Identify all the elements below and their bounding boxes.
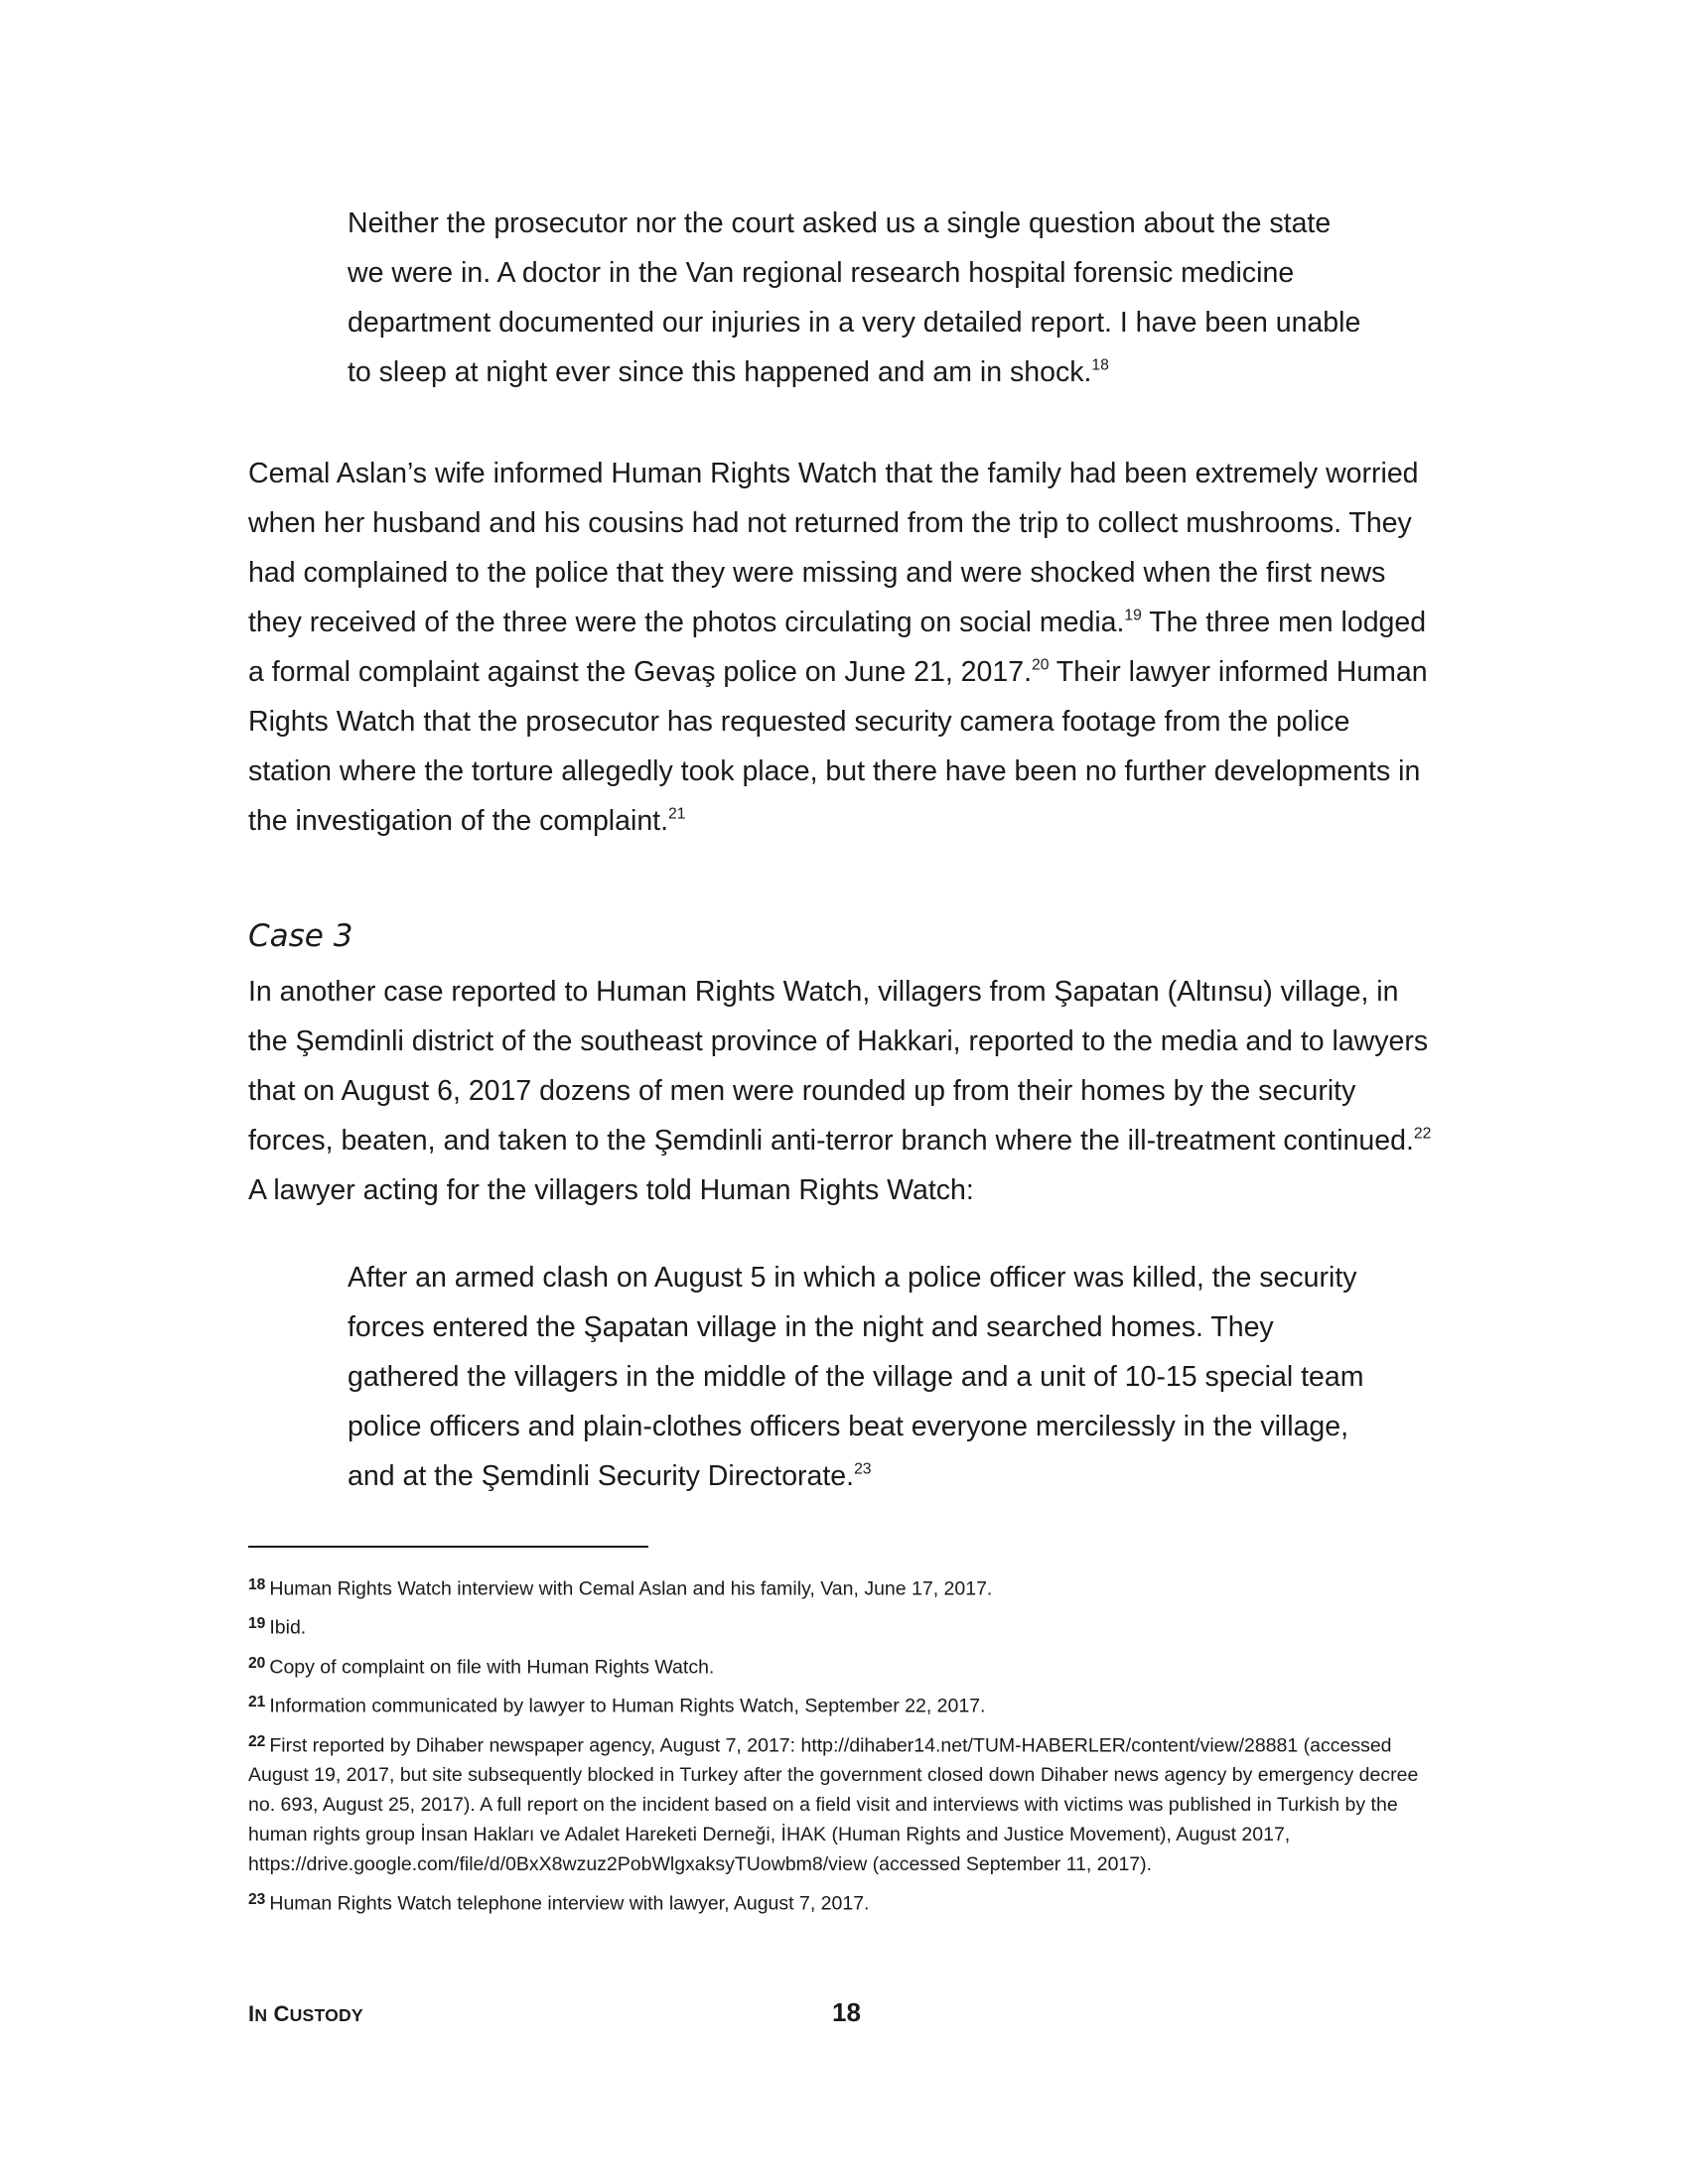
block-quote-2 (348, 1253, 1370, 1501)
page-number: 18 (832, 1997, 861, 2027)
footnote-ref[interactable]: 18 (1091, 356, 1109, 374)
footnote-text: Human Rights Watch interview with Cemal Aslan and his family, Van, June 17, 2017. (269, 1577, 993, 1600)
body-paragraph-1 (248, 449, 1440, 846)
paragraph-text: Their lawyer informed Human Rights Watch that the prosecutor has requested security camera footage from the police station where the torture allegedly took place, but there have been no further developments in the investigation of the complaint. (248, 656, 1428, 837)
footnote-number: 18 (248, 1576, 266, 1593)
footnote-21 (248, 1688, 1450, 1720)
footnote-18 (248, 1570, 1450, 1603)
quote-text: Neither the prosecutor nor the court asked us a single question about the state we were in. A doctor in the Van regional research hospital forensic medicine department documented our injuries in a very detailed report. I have been unable to sleep at night ever since this happened and am in shock. (348, 207, 1361, 388)
footnote-number: 21 (248, 1694, 266, 1711)
block-quote-1 (348, 199, 1370, 397)
paragraph-text: A lawyer acting for the villagers told Human Rights Watch: (248, 1174, 974, 1206)
paragraph-text: Cemal Aslan’s wife informed Human Rights Watch that the family had been extremely worried when her husband and his cousins had not returned from the trip to collect mushrooms. They had complained to the police that they were missing and were shocked when the first news they received of the three were the photos circulating on social media. (248, 458, 1419, 638)
footnote-divider (248, 1546, 648, 1548)
footnote-number: 22 (248, 1732, 266, 1750)
footnote-text: Information communicated by lawyer to Human Rights Watch, September 22, 2017. (269, 1695, 986, 1717)
footnote-ref[interactable]: 20 (1031, 656, 1050, 674)
footnote-number: 20 (248, 1654, 266, 1672)
footnote-number: 23 (248, 1891, 266, 1909)
footnote-19 (248, 1609, 1450, 1642)
footnote-20 (248, 1649, 1450, 1682)
footnote-ref[interactable]: 22 (1413, 1125, 1432, 1143)
footnote-22 (248, 1727, 1450, 1879)
paragraph-text: The three men lodged a formal complaint against the Gevaş police on June 21, 2017. (248, 607, 1427, 688)
footnote-number: 19 (248, 1615, 266, 1633)
footnote-text: Human Rights Watch telephone interview with lawyer, August 7, 2017. (269, 1892, 870, 1915)
footnote-text: First reported by Dihaber newspaper agency, August 7, 2017: http://dihaber14.net/TUM-HABERLER/content/view/28881 (accessed August 19, 2017, but site subsequently blocked in Turkey after the government closed down Dihaber news agency by emergency decree no. 693, August 25, 2017). A full report on the incident based on a field visit and interviews with victims was published in Turkish by the human rights group İnsan Hakları ve Adalet Hareketi Derneği, İHAK (Human Rights and Justice Movement), August 2017, https://drive.google.com/file/d/0BxX8wzuz2PobWlgxaksyTUowbm8/view (accessed September 11, 2017). (248, 1734, 1419, 1876)
footnote-ref[interactable]: 21 (668, 805, 686, 823)
paragraph-text: In another case reported to Human Rights Watch, villagers from Şapatan (Altınsu) village, in the Şemdinli district of the southeast province of Hakkari, reported to the media and to lawyers that on August 6, 2017 dozens of men were rounded up from their homes by the security forces, beaten, and taken to the Şemdinli anti-terror branch where the ill-treatment continued. (248, 976, 1429, 1157)
body-paragraph-2 (248, 967, 1440, 1215)
quote-text: After an armed clash on August 5 in which a police officer was killed, the security forces entered the Şapatan village in the night and searched homes. They gathered the villagers in the middle of the village and a unit of 10-15 special team police officers and plain-clothes officers beat everyone mercilessly in the village, and at the Şemdinli Security Directorate. (348, 1262, 1364, 1492)
footer-title-initial: C (273, 2001, 290, 2026)
footer-report-title (248, 2001, 363, 2027)
footer-title-initial: I (248, 2001, 255, 2026)
footnote-text: Ibid. (269, 1616, 307, 1639)
footnote-ref[interactable]: 23 (854, 1460, 872, 1478)
footer-title-smallcaps: N (254, 2005, 268, 2025)
footnote-23 (248, 1885, 1450, 1918)
footnotes (248, 1570, 1450, 1925)
section-heading: Case 3 (248, 918, 353, 954)
footer-title-smallcaps: USTODY (289, 2005, 363, 2025)
footnote-text: Copy of complaint on file with Human Rights Watch. (269, 1656, 715, 1679)
footnote-ref[interactable]: 19 (1124, 607, 1142, 624)
